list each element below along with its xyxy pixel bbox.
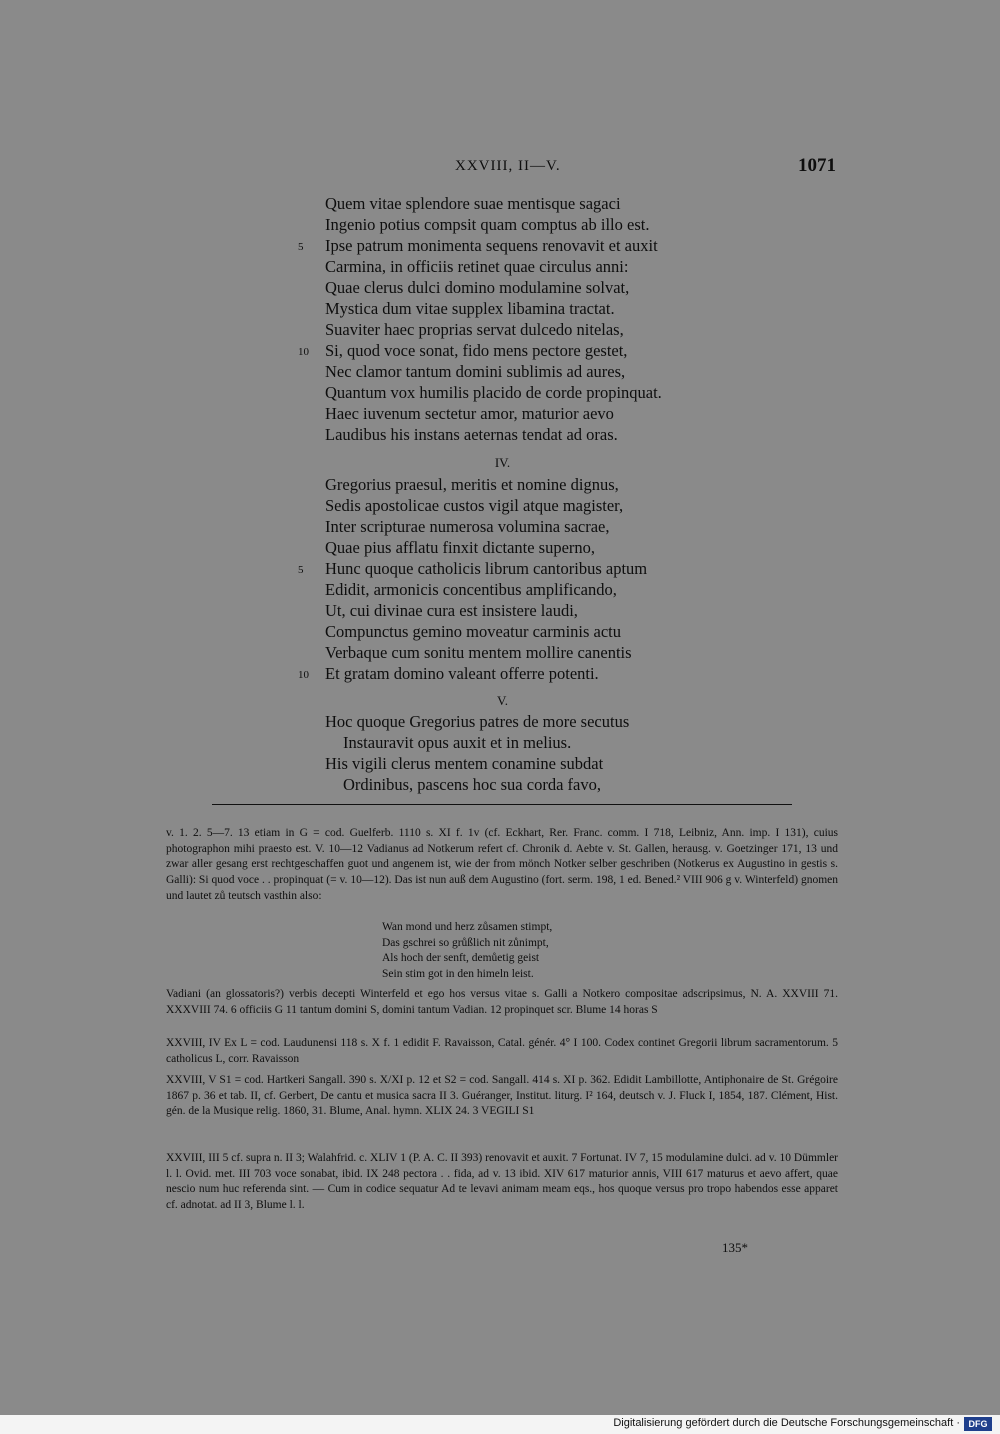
verse-text: Ingenio potius compsit quam comptus ab illo est. <box>325 215 650 234</box>
verse-line <box>325 319 745 340</box>
verse-text: Nec clamor tantum domini sublimis ad aures, <box>325 362 626 381</box>
note-text: XXVIII, III 5 cf. supra n. II 3; Walahfrid. c. XLIV 1 (P. A. C. II 393) renovavit et auxit. 7 Fortunat. IV 7, 15 modulamine dulci. ad v. 10 Dümmler l. l. Ovid. met. III 703 voce sonabat, ibid. IX 248 pectora . . fida, ad v. 13 ibid. XIV 617 maturior annis, VIII 617 maturus et aevo affert, quae nescio num huc referenda sint. — Cum in codice sequatur Ad te levavi animam meam eqs., hos quoque versus pro tropo habendos esse apparet cf. adnotat. ad II 3, Blume l. l. <box>166 1152 838 1212</box>
verse-text: Mystica dum vitae supplex libamina tractat. <box>325 299 615 318</box>
verse-line <box>325 277 745 298</box>
verse-text: Verbaque cum sonitu mentem mollire canentis <box>325 643 632 662</box>
funding-credit: Digitalisierung gefördert durch die Deutsche Forschungsgemeinschaft · <box>613 1417 960 1429</box>
verse-text: Carmina, in officiis retinet quae circulus anni: <box>325 257 629 276</box>
quote-line: Sein stim got in den himeln leist. <box>382 968 534 981</box>
verse-line <box>325 621 745 642</box>
verse-text: Quae clerus dulci domino modulamine solvat, <box>325 278 630 297</box>
dfg-logo-icon: DFG <box>964 1417 992 1431</box>
verse-line <box>325 193 745 214</box>
verse-line <box>298 558 745 579</box>
verse-text: Ut, cui divinae cura est insistere laudi, <box>325 601 578 620</box>
verse-line <box>325 732 745 753</box>
verse-line <box>325 361 745 382</box>
verse-text: His vigili clerus mentem conamine subdat <box>325 754 604 773</box>
note-text: XXVIII, IV Ex L = cod. Laudunensi 118 s. X f. 1 edidit F. Ravaisson, Catal. génér. 4° I 100. Codex continet Gregorii librum sacramentorum. 5 catholicus L, corr. Ravaisson <box>166 1037 838 1065</box>
poem-iii-continuation <box>298 193 745 445</box>
verse-text: Quae pius afflatu finxit dictante superno, <box>325 538 596 557</box>
verse-line <box>325 403 745 424</box>
poem-v <box>325 711 745 795</box>
verse-line <box>325 495 745 516</box>
page-number: 1071 <box>798 155 836 176</box>
verse-text: Et gratam domino valeant offerre potenti. <box>325 664 599 683</box>
verse-text: Suaviter haec proprias servat dulcedo nitelas, <box>325 320 624 339</box>
note-text: v. 1. 2. 5—7. 13 etiam in G = cod. Guelferb. 1110 s. XI f. 1v (cf. Eckhart, Rer. Franc. comm. I 718, Leibniz, Ann. imp. I 131), cuius photographon mihi praesto est. V. 10—12 Vadianus ad Notkerum refert cf. Chronik d. Aebte v. St. Gallen, herausg. v. Goetzinger 171, 13 und zwar aller gesang erst rechtgeschaffen guot und angenem ist, wie der from mönch Notker selber geschriben (Notkerus ex Augustino in gestis s. Galli): Si quod voce . . propinquat (= v. 10—12). Das ist nun auß dem Augustino (fort. serm. 198, 1 ed. Bened.² VIII 906 g v. Winterfeld) gnomen und lautet zů teutsch vasthin also: <box>166 827 838 902</box>
digitization-footer <box>0 1415 1000 1434</box>
verse-line <box>325 711 745 732</box>
verse-line <box>325 516 745 537</box>
line-number: 5 <box>298 564 304 576</box>
verse-text: Gregorius praesul, meritis et nomine dignus, <box>325 475 619 494</box>
verse-text: Inter scripturae numerosa volumina sacrae, <box>325 517 610 536</box>
quote-line: Das gschrei so grůßlich nit zůnimpt, <box>382 936 549 949</box>
verse-text: Hunc quoque catholicis librum cantoribus aptum <box>325 559 648 578</box>
apparatus-note-5 <box>166 1151 838 1214</box>
verse-text: Quem vitae splendore suae mentisque sagaci <box>325 194 621 213</box>
verse-text: Haec iuvenum sectetur amor, maturior aevo <box>325 404 614 423</box>
verse-line <box>325 753 745 774</box>
signature-mark: 135* <box>722 1240 748 1255</box>
verse-text: Hoc quoque Gregorius patres de more secutus <box>325 712 630 731</box>
verse-line <box>325 600 745 621</box>
apparatus-note-4 <box>166 1073 838 1120</box>
apparatus-note-3 <box>166 1036 838 1067</box>
verse-text: Si, quod voce sonat, fido mens pectore gestet, <box>325 341 628 360</box>
verse-line <box>325 424 745 445</box>
verse-line <box>325 474 745 495</box>
verse-line <box>325 642 745 663</box>
verse-line <box>298 235 745 256</box>
quote-line: Als hoch der senft, demůetig geist <box>382 952 540 965</box>
verse-line <box>325 214 745 235</box>
german-verse-quote <box>382 920 552 983</box>
verse-line <box>325 537 745 558</box>
verse-text: Quantum vox humilis placido de corde propinquat. <box>325 383 662 402</box>
line-number: 10 <box>298 669 309 681</box>
running-title: XXVIII, II—V. <box>455 158 561 174</box>
verse-line <box>325 774 745 795</box>
verse-text: Compunctus gemino moveatur carminis actu <box>325 622 622 641</box>
verse-text: Laudibus his instans aeternas tendat ad oras. <box>325 425 618 444</box>
verse-text: Sedis apostolicae custos vigil atque magister, <box>325 496 624 515</box>
verse-line <box>325 256 745 277</box>
note-text: Vadiani (an glossatoris?) verbis decepti Winterfeld et ego hos versus vitae s. Galli a Notkero compositae adscripsimus, N. A. XXVIII 71. XXXVIII 74. 6 officiis G 11 tantum domini S, domini tantum Vadian. 12 propinquet scr. Blume 14 horas S <box>166 988 838 1016</box>
line-number: 10 <box>298 346 309 358</box>
verse-line <box>325 382 745 403</box>
section-heading-v: V. <box>497 693 508 708</box>
verse-line <box>298 663 745 684</box>
verse-text: Instauravit opus auxit et in melius. <box>343 733 572 752</box>
apparatus-note-2 <box>166 987 838 1018</box>
quote-line: Wan mond und herz zůsamen stimpt, <box>382 921 553 933</box>
verse-text: Ipse patrum monimenta sequens renovavit et auxit <box>325 236 658 255</box>
apparatus-note-1 <box>166 826 838 905</box>
section-heading-iv: IV. <box>494 455 511 470</box>
verse-line <box>298 340 745 361</box>
verse-line <box>325 298 745 319</box>
verse-text: Edidit, armonicis concentibus amplificando, <box>325 580 617 599</box>
note-text: XXVIII, V S1 = cod. Hartkeri Sangall. 390 s. X/XI p. 12 et S2 = cod. Sangall. 414 s. XI p. 362. Edidit Lambillotte, Antiphonaire de St. Grégoire 1867 p. 36 et tab. II, cf. Gerbert, De cantu et musica sacra II 3. Guéranger, Institut. liturg. I² 164, deutsch v. J. Fluck I, 1854, 187. Clément, Hist. gén. de la Musique relig. 1860, 31. Blume, Anal. hymn. XLIX 24. 3 VEGILI S1 <box>166 1074 838 1118</box>
poem-iv <box>298 474 745 684</box>
line-number: 5 <box>298 241 304 253</box>
running-head <box>0 155 1000 180</box>
verse-line <box>325 579 745 600</box>
footnote-rule <box>212 804 792 805</box>
verse-text: Ordinibus, pascens hoc sua corda favo, <box>343 775 601 794</box>
